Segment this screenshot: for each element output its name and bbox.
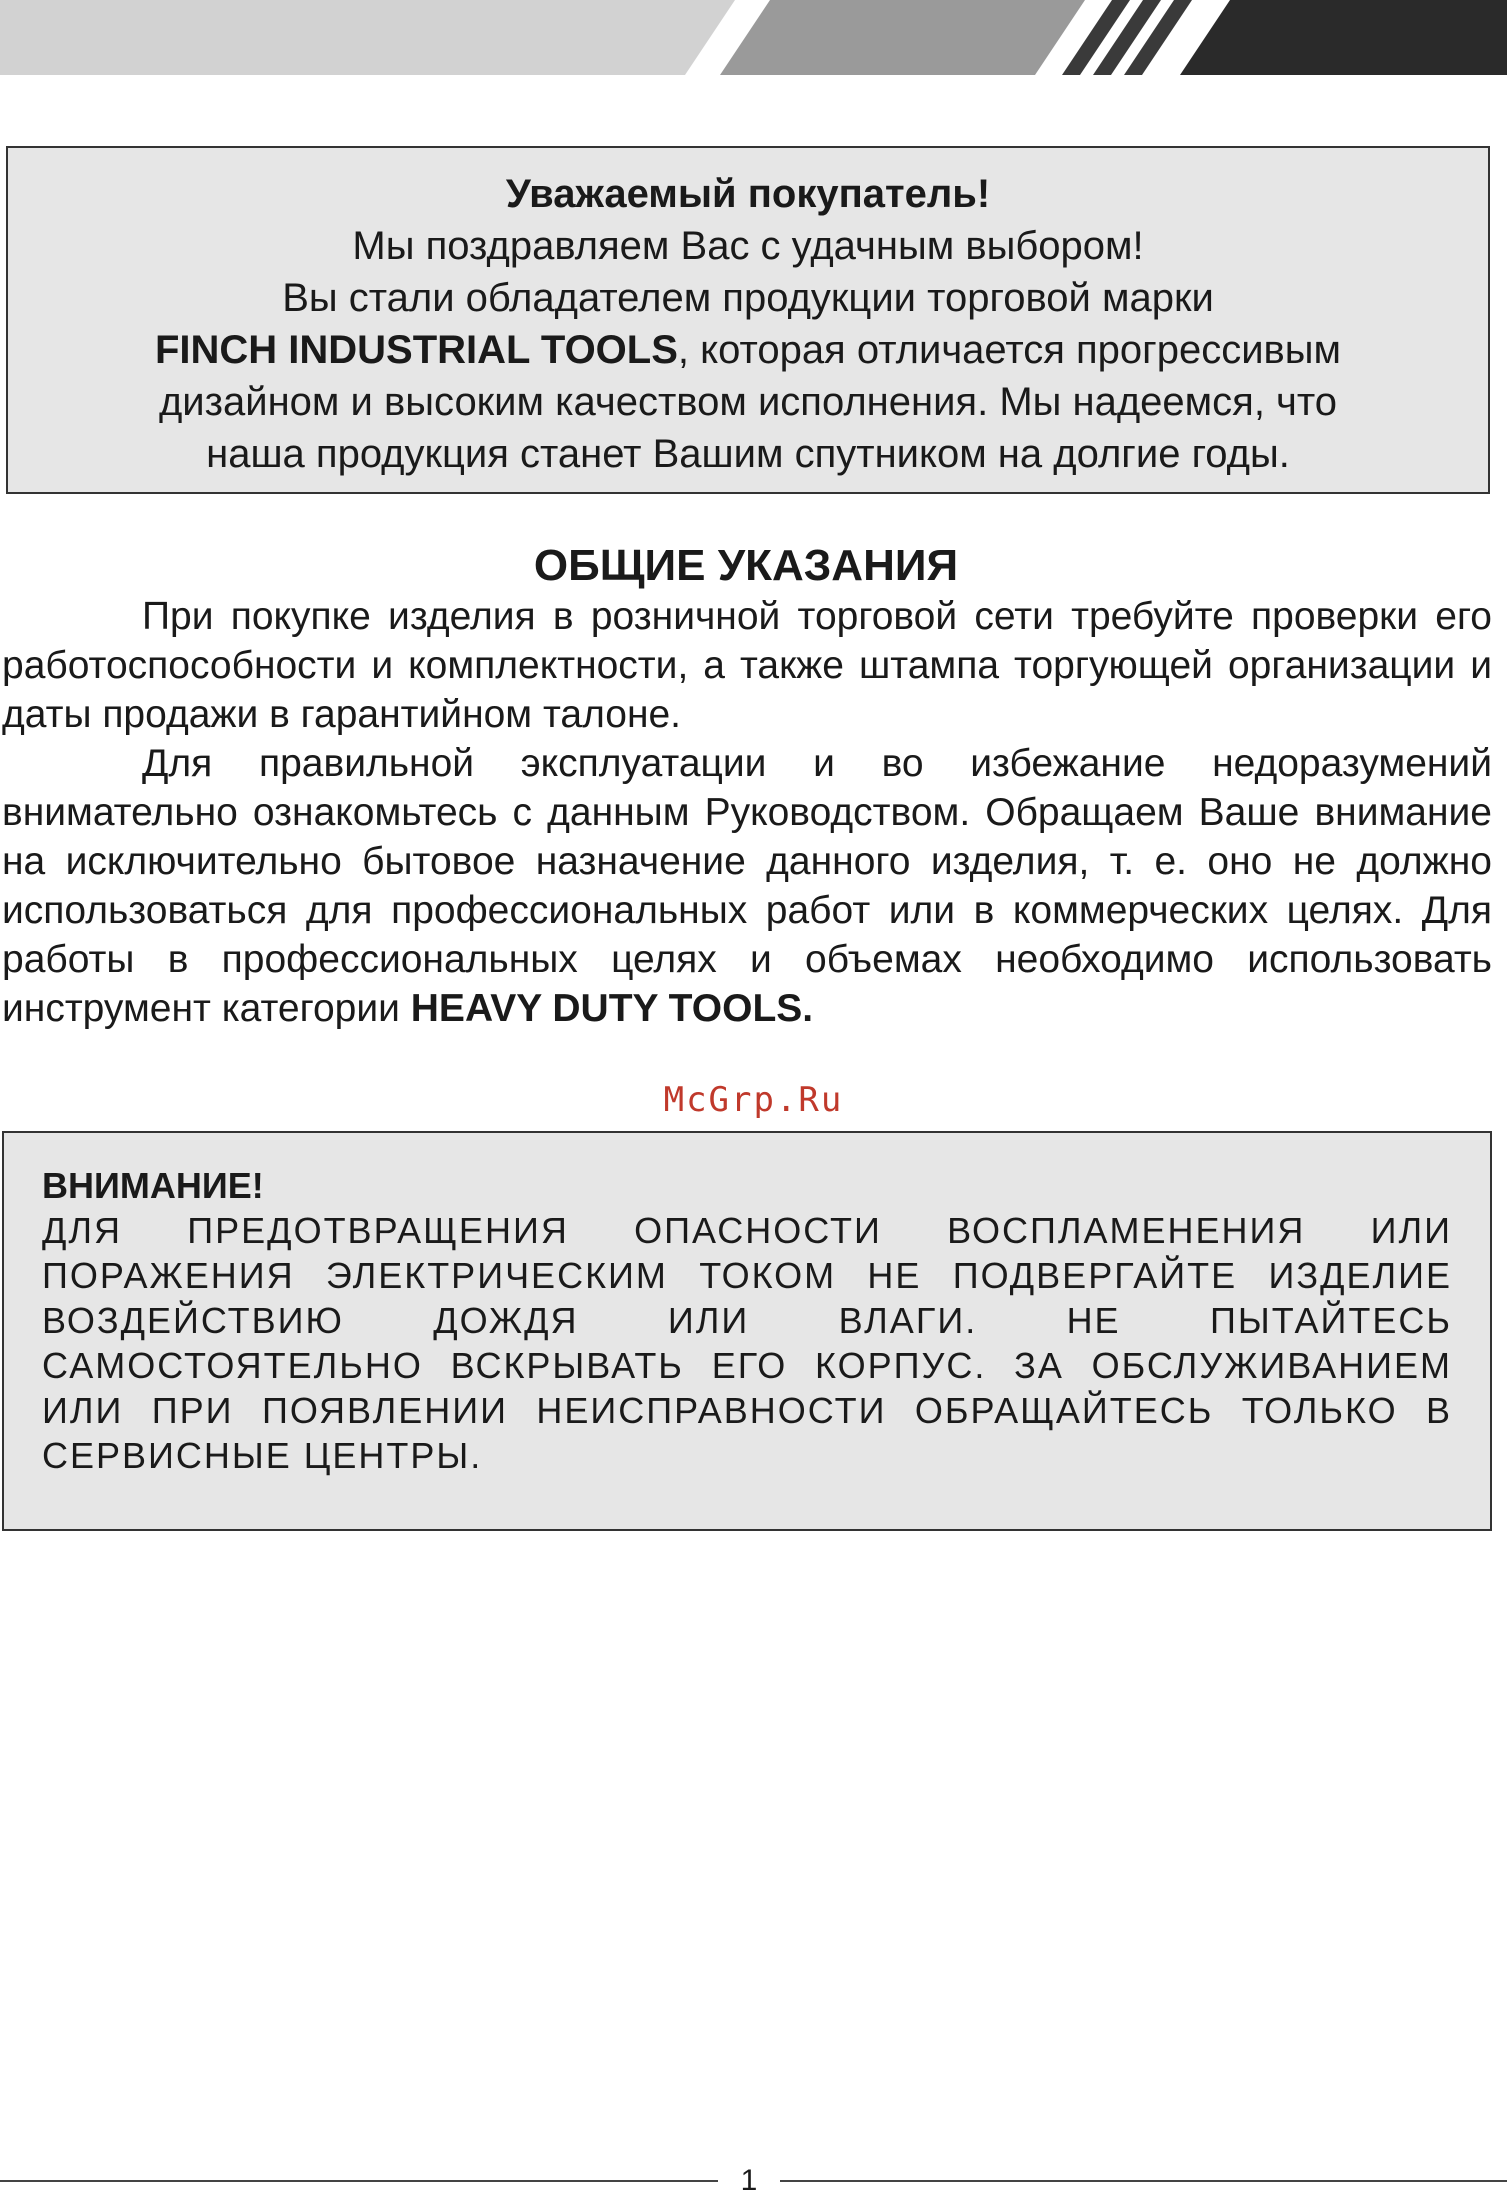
- banner-dark-band: [1180, 0, 1507, 75]
- heavy-duty-tools-label: HEAVY DUTY TOOLS.: [410, 987, 814, 1030]
- page-number: 1: [740, 2164, 758, 2197]
- general-paragraph-2: [2, 739, 1492, 1033]
- greeting-line-4: дизайном и высоким качеством исполнения. Мы надеемся, что: [158, 380, 1338, 424]
- greeting-line-2: Вы стали обладателем продукции торговой марки: [282, 276, 1214, 320]
- general-paragraph-2-text: Для правильной эксплуатации и во избежание недоразумений внимательно ознакомьтесь с данным Руководством. Обращаем Ваше внимание на исключительно бытовое назначение данного изделия, т. е. оно не должно использоваться для профессиональных работ или в коммерческих целях. Для работы в профессиональных целях и объемах необходимо использовать инструмент категории: [2, 742, 1492, 1030]
- greeting-title: Уважаемый покупатель!: [505, 172, 991, 216]
- brand-name: FINCH INDUSTRIAL TOOLS: [154, 328, 678, 372]
- banner-mid-band: [720, 0, 1085, 75]
- greeting-line-1: Мы поздравляем Вас с удачным выбором!: [352, 224, 1144, 268]
- footer-divider-right: [780, 2180, 1507, 2182]
- warning-title: ВНИМАНИЕ!: [42, 1165, 264, 1206]
- greeting-line-3: [8, 324, 1488, 376]
- footer-divider-left: [0, 2180, 718, 2182]
- greeting-line-5: наша продукция станет Вашим спутником на долгие годы.: [206, 432, 1290, 476]
- general-instructions: [2, 592, 1492, 1033]
- warning-box: [2, 1131, 1492, 1531]
- general-paragraph-1: При покупке изделия в розничной торговой сети требуйте проверки его работоспособности и комплектности, а также штампа торгующей организации и даты продажи в гарантийном талоне.: [2, 595, 1492, 736]
- section-title-general: ОБЩИЕ УКАЗАНИЯ: [533, 541, 959, 590]
- banner-light-band: [0, 0, 735, 75]
- greeting-line-3-rest: , которая отличается прогрессивым: [677, 328, 1342, 372]
- greeting-box: [6, 146, 1490, 494]
- warning-text: ДЛЯ ПРЕДОТВРАЩЕНИЯ ОПАСНОСТИ ВОСПЛАМЕНЕНИЯ ИЛИ ПОРАЖЕНИЯ ЭЛЕКТРИЧЕСКИМ ТОКОМ НЕ ПОДВЕРГАЙТЕ ИЗДЕЛИЕ ВОЗДЕЙСТВИЮ ДОЖДЯ ИЛИ ВЛАГИ. НЕ ПЫТАЙТЕСЬ САМОСТОЯТЕЛЬНО ВСКРЫВАТЬ ЕГО КОРПУС. ЗА ОБСЛУЖИВАНИЕМ ИЛИ ПРИ ПОЯВЛЕНИИ НЕИСПРАВНОСТИ ОБРАЩАЙТЕСЬ ТОЛЬКО В СЕРВИСНЫЕ ЦЕНТРЫ.: [42, 1210, 1452, 1476]
- header-banner: [0, 0, 1507, 75]
- watermark: McGrp.Ru: [663, 1080, 844, 1120]
